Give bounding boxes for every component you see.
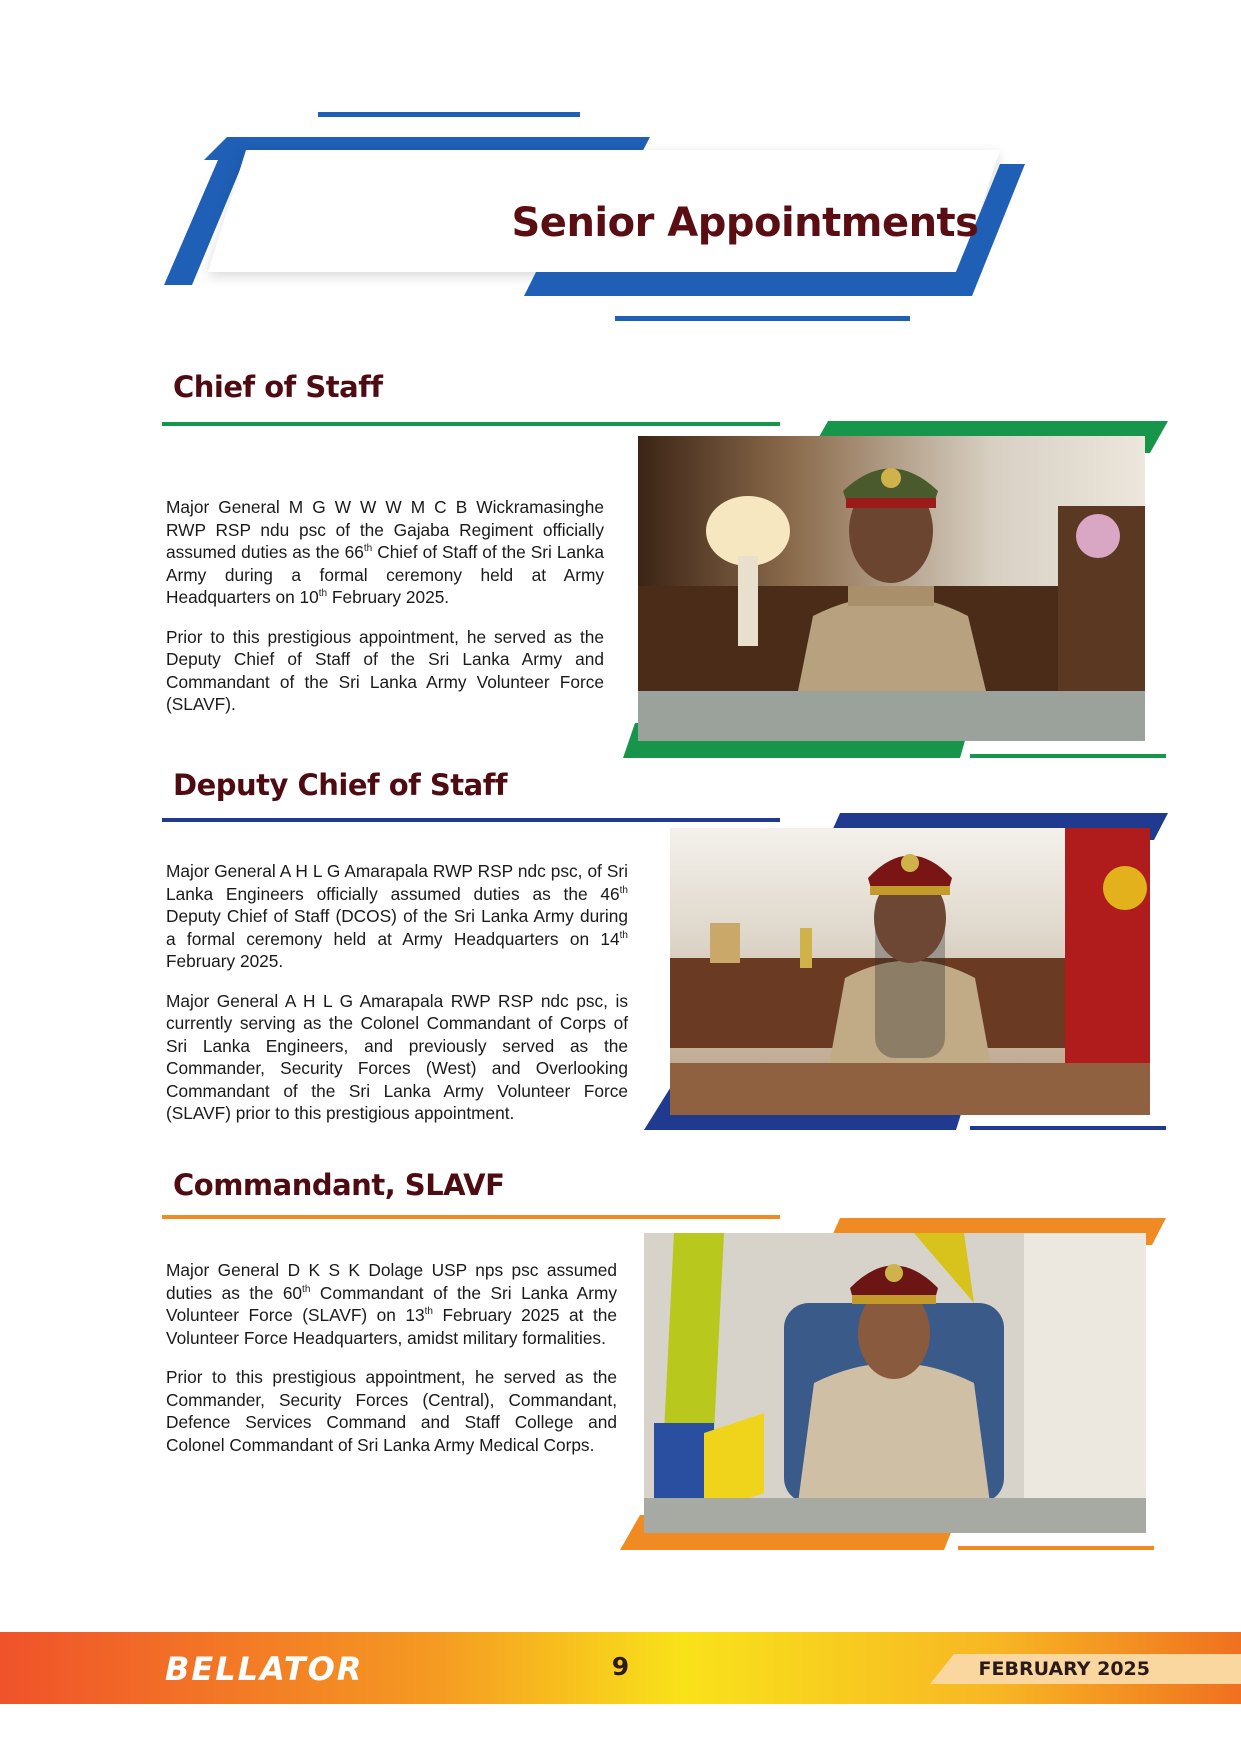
- section-heading-chief-of-staff: Chief of Staff: [173, 370, 383, 404]
- section-heading-deputy-chief-of-staff: Deputy Chief of Staff: [173, 768, 507, 802]
- paragraph: Major General A H L G Amarapala RWP RSP ndc psc, of Sri Lanka Engineers officially assumed duties as the 46th Deputy Chief of Staff (DCOS) of the Sri Lanka Army during a formal ceremony held at Army Headquarters on 14th February 2025.: [166, 861, 628, 971]
- paragraph: Major General M G W W W M C B Wickramasinghe RWP RSP ndu psc of the Gajaba Regiment officially assumed duties as the 66th Chief of Staff of the Sri Lanka Army during a formal ceremony held at Army Headquarters on 10th February 2025.: [166, 497, 605, 607]
- paragraph: Major General A H L G Amarapala RWP RSP ndc psc, is currently serving as the Colonel Commandant of Corps of Sri Lanka Engineers, and previously served as the Commander, Security Forces (West) and Overlooking Commandant of the Sri Lanka Army Volunteer Force (SLAVF) prior to this prestigious appointment.: [166, 990, 628, 1123]
- bellator-logo: BELLATOR: [165, 1650, 364, 1688]
- page-number: 9: [611, 1652, 630, 1681]
- footer: [0, 1632, 1241, 1704]
- issue-date: FEBRUARY 2025: [978, 1658, 1150, 1680]
- chief-of-staff-photo: [638, 436, 1145, 741]
- deputy-chief-of-staff-text: [166, 860, 628, 1142]
- page-title: Senior Appointments: [511, 200, 979, 246]
- section-heading-commandant-slavf: Commandant, SLAVF: [173, 1168, 505, 1202]
- commandant-slavf-photo: [644, 1233, 1146, 1533]
- title-banner: [160, 110, 1160, 360]
- chief-of-staff-text: [166, 496, 604, 733]
- paragraph: Prior to this prestigious appointment, he served as the Deputy Chief of Staff of the Sri Lanka Army and Commandant of the Sri Lanka Army Volunteer Force (SLAVF).: [166, 626, 604, 714]
- deputy-chief-of-staff-photo: [670, 828, 1150, 1115]
- commandant-slavf-text: [166, 1259, 617, 1473]
- paragraph: Prior to this prestigious appointment, he served as the Commander, Security Forces (Central), Commandant, Defence Services Command and Staff College and Colonel Commandant of Sri Lanka Army Medical Corps.: [166, 1367, 617, 1455]
- paragraph: Major General D K S K Dolage USP nps psc assumed duties as the 60th Commandant of the Sri Lanka Army Volunteer Force (SLAVF) on 13th February 2025 at the Volunteer Force Headquarters, amidst military formalities.: [166, 1260, 617, 1348]
